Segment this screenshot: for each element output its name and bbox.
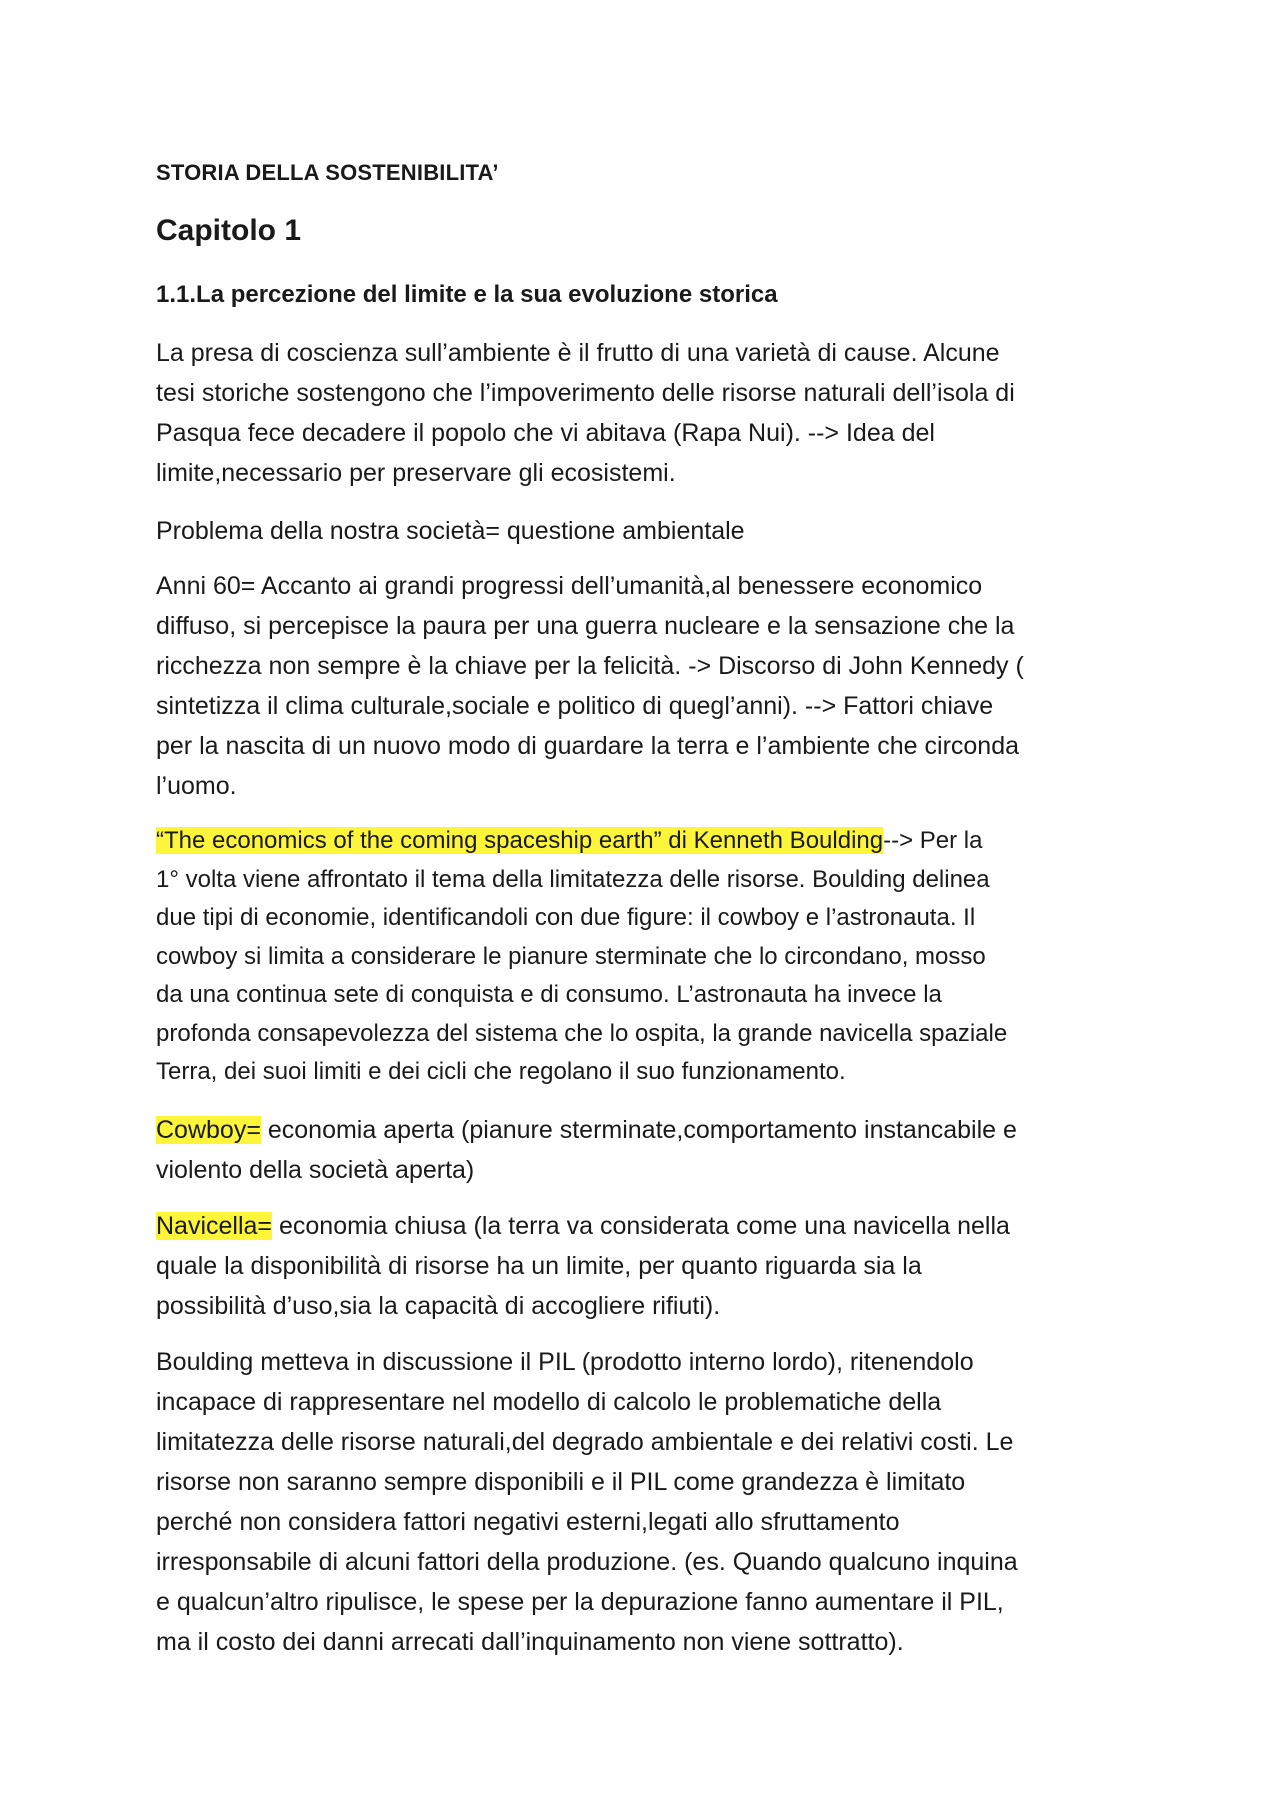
paragraph-line: per la nascita di un nuovo modo di guardare la terra e l’ambiente che circonda — [156, 732, 1020, 760]
highlighted-text: Cowboy= — [156, 1116, 261, 1144]
paragraph-line: ma il costo dei danni arrecati dall’inquinamento non viene sottratto). — [156, 1628, 904, 1656]
paragraph-navicella — [156, 1206, 1136, 1326]
section-heading: 1.1.La percezione del limite e la sua evoluzione storica — [156, 281, 778, 308]
paragraph-line: violento della società aperta) — [156, 1156, 475, 1184]
paragraph-line: irresponsabile di alcuni fattori della produzione. (es. Quando qualcuno inquina — [156, 1548, 1018, 1576]
paragraph-line: Pasqua fece decadere il popolo che vi abitava (Rapa Nui). --> Idea del — [156, 419, 935, 447]
paragraph-line: da una continua sete di conquista e di consumo. L’astronauta ha invece la — [156, 981, 942, 1008]
paragraph-line: possibilità d’uso,sia la capacità di accogliere rifiuti). — [156, 1292, 721, 1320]
paragraph-anni-60 — [156, 566, 1136, 806]
paragraph-line — [156, 1110, 1136, 1150]
paragraph-text: economia chiusa (la terra va considerata come una navicella nella — [272, 1212, 1010, 1240]
paragraph-line: cowboy si limita a considerare le pianure sterminate che lo circondano, mosso — [156, 942, 986, 970]
paragraph-line: 1° volta viene affrontato il tema della limitatezza delle risorse. Boulding delinea — [156, 865, 990, 893]
paragraph-line: limitatezza delle risorse naturali,del degrado ambientale e dei relativi costi. Le — [156, 1428, 1014, 1456]
paragraph-line: tesi storiche sostengono che l’impoverimento delle risorse naturali dell’isola di — [156, 379, 1015, 407]
paragraph-intro — [156, 333, 1136, 493]
paragraph-line: Boulding metteva in discussione il PIL (prodotto interno lordo), ritenendolo — [156, 1348, 974, 1376]
paragraph-line: diffuso, si percepisce la paura per una guerra nucleare e la sensazione che la — [156, 612, 1015, 640]
paragraph-line: profonda consapevolezza del sistema che lo ospita, la grande navicella spaziale — [156, 1019, 1008, 1047]
paragraph-cowboy — [156, 1110, 1136, 1190]
highlighted-text: Navicella= — [156, 1212, 273, 1240]
paragraph-line: incapace di rappresentare nel modello di calcolo le problematiche della — [156, 1388, 942, 1416]
paragraph-line: Problema della nostra società= questione ambientale — [156, 517, 745, 545]
paragraph-line: La presa di coscienza sull’ambiente è il frutto di una varietà di cause. Alcune — [156, 339, 1000, 367]
paragraph-text: --> Per la — [883, 827, 983, 854]
paragraph-line: ricchezza non sempre è la chiave per la felicità. -> Discorso di John Kennedy ( — [156, 652, 1024, 680]
paragraph-text: economia aperta (pianure sterminate,comportamento instancabile e — [260, 1116, 1017, 1144]
highlighted-text: “The economics of the coming spaceship earth” di Kenneth Boulding — [156, 827, 884, 854]
paragraph-line: perché non considera fattori negativi esterni,legati allo sfruttamento — [156, 1508, 900, 1536]
paragraph-line: sintetizza il clima culturale,sociale e politico di quegl’anni). --> Fattori chiave — [156, 692, 994, 720]
paragraph-pil — [156, 1342, 1136, 1662]
paragraph-line: limite,necessario per preservare gli ecosistemi. — [156, 459, 676, 487]
document-title: STORIA DELLA SOSTENIBILITA’ — [156, 160, 499, 185]
paragraph-line: l’uomo. — [156, 772, 237, 800]
paragraph-line: due tipi di economie, identificandoli con due figure: il cowboy e l’astronauta. Il — [156, 904, 976, 931]
paragraph-line: Anni 60= Accanto ai grandi progressi dell’umanità,al benessere economico — [156, 572, 983, 600]
paragraph-line: Terra, dei suoi limiti e dei cicli che regolano il suo funzionamento. — [156, 1058, 846, 1085]
paragraph-line: risorse non saranno sempre disponibili e il PIL come grandezza è limitato — [156, 1468, 966, 1496]
paragraph-problem — [156, 511, 1136, 551]
paragraph-boulding — [156, 822, 1136, 1092]
paragraph-line: e qualcun’altro ripulisce, le spese per la depurazione fanno aumentare il PIL, — [156, 1588, 1004, 1616]
paragraph-line — [156, 1206, 1136, 1246]
chapter-heading: Capitolo 1 — [156, 214, 302, 247]
paragraph-line: quale la disponibilità di risorse ha un limite, per quanto riguarda sia la — [156, 1252, 922, 1280]
paragraph-line — [156, 822, 1136, 861]
